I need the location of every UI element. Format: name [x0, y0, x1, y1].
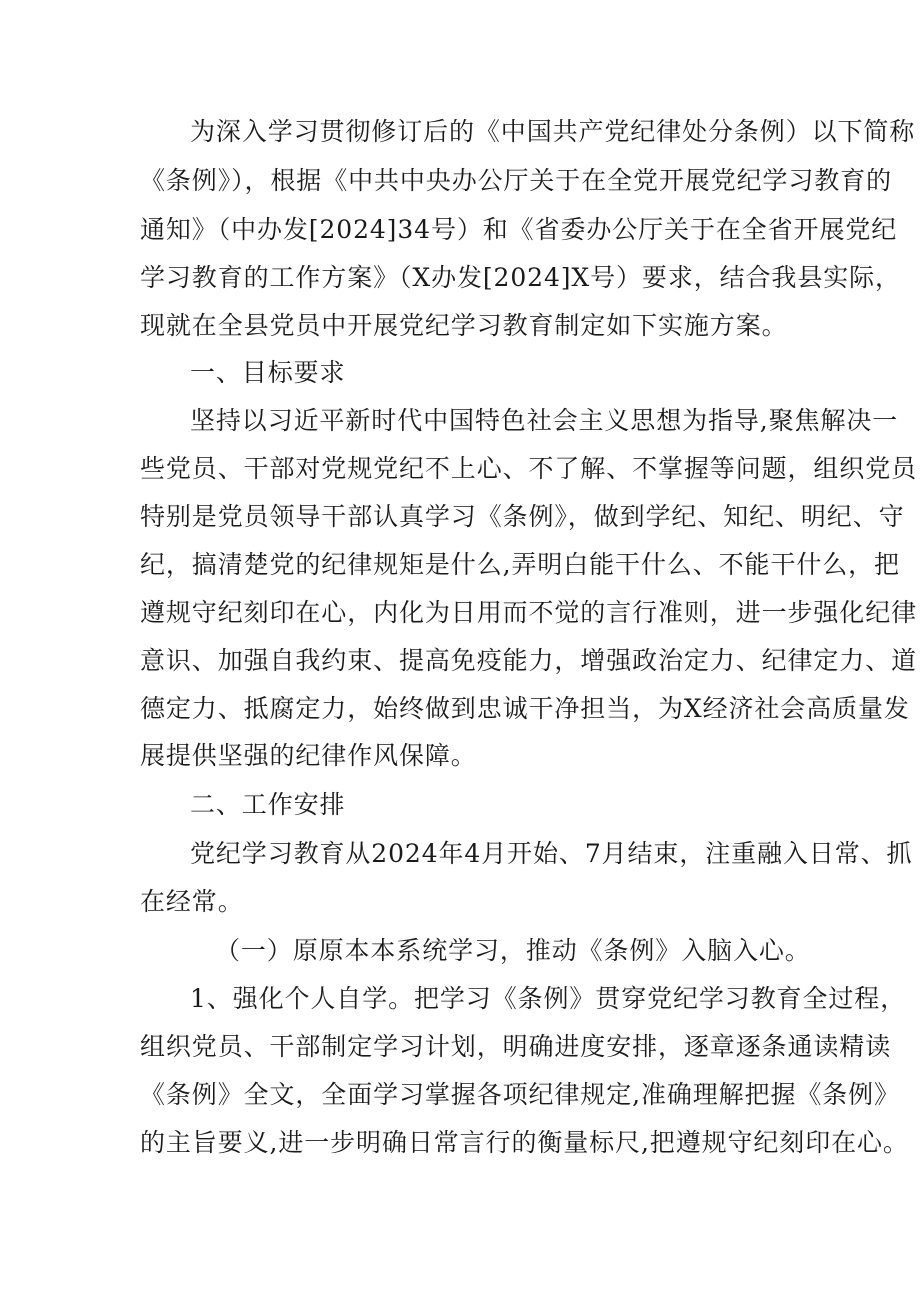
section1-line: 特别是党员领导干部认真学习《条例》，做到学纪、知纪、明纪、守 — [140, 502, 905, 531]
section1-line: 坚持以习近平新时代中国特色社会主义思想为指导,聚焦解决一 — [190, 406, 899, 435]
section1-line: 些党员、干部对党规党纪不上心、不了解、不掌握等问题，组织党员 — [140, 454, 918, 483]
intro-line: 学习教育的工作方案》（X办发[2024]X号）要求，结合我县实际， — [140, 263, 901, 292]
section1-line: 展提供坚强的纪律作风保障。 — [140, 741, 477, 770]
section-heading-work-arrangement: 二、工作安排 — [190, 790, 346, 819]
item1-line: 组织党员、干部制定学习计划，明确进度安排，逐章逐条通读精读 — [140, 1032, 892, 1061]
subsection-heading: （一）原原本本系统学习，推动《条例》入脑入心。 — [215, 936, 811, 965]
intro-line: 现就在全县党员中开展党纪学习教育制定如下实施方案。 — [140, 311, 788, 340]
section1-line: 纪，搞清楚党的纪律规矩是什么,弄明白能干什么、不能干什么，把 — [140, 550, 900, 579]
intro-line: 《条例》），根据《中共中央办公厅关于在全党开展党纪学习教育的 — [140, 166, 893, 195]
section1-line: 意识、加强自我约束、提高免疫能力，增强政治定力、纪律定力、道 — [140, 646, 918, 675]
item1-line: 1、强化个人自学。把学习《条例》贯穿党纪学习教育全过程， — [190, 984, 907, 1013]
section2-line: 党纪学习教育从2024年4月开始、7月结束，注重融入日常、抓 — [190, 839, 913, 868]
section-heading-goals: 一、目标要求 — [190, 358, 346, 387]
section1-line: 德定力、抵腐定力，始终做到忠诚干净担当，为X经济社会高质量发 — [140, 694, 910, 723]
section2-line: 在经常。 — [140, 887, 244, 916]
intro-line: 通知》（中办发[2024]34号）和《省委办公厅关于在全省开展党纪 — [140, 215, 898, 244]
intro-line: 为深入学习贯彻修订后的《中国共产党纪律处分条例）以下简称 — [190, 117, 916, 146]
item1-line: 的主旨要义,进一步明确日常言行的衡量标尺,把遵规守纪刻印在心。 — [140, 1128, 909, 1157]
item1-line: 《条例》全文，全面学习掌握各项纪律规定,准确理解把握《条例》 — [140, 1080, 900, 1109]
section1-line: 遵规守纪刻印在心，内化为日用而不觉的言行准则，进一步强化纪律 — [140, 598, 918, 627]
